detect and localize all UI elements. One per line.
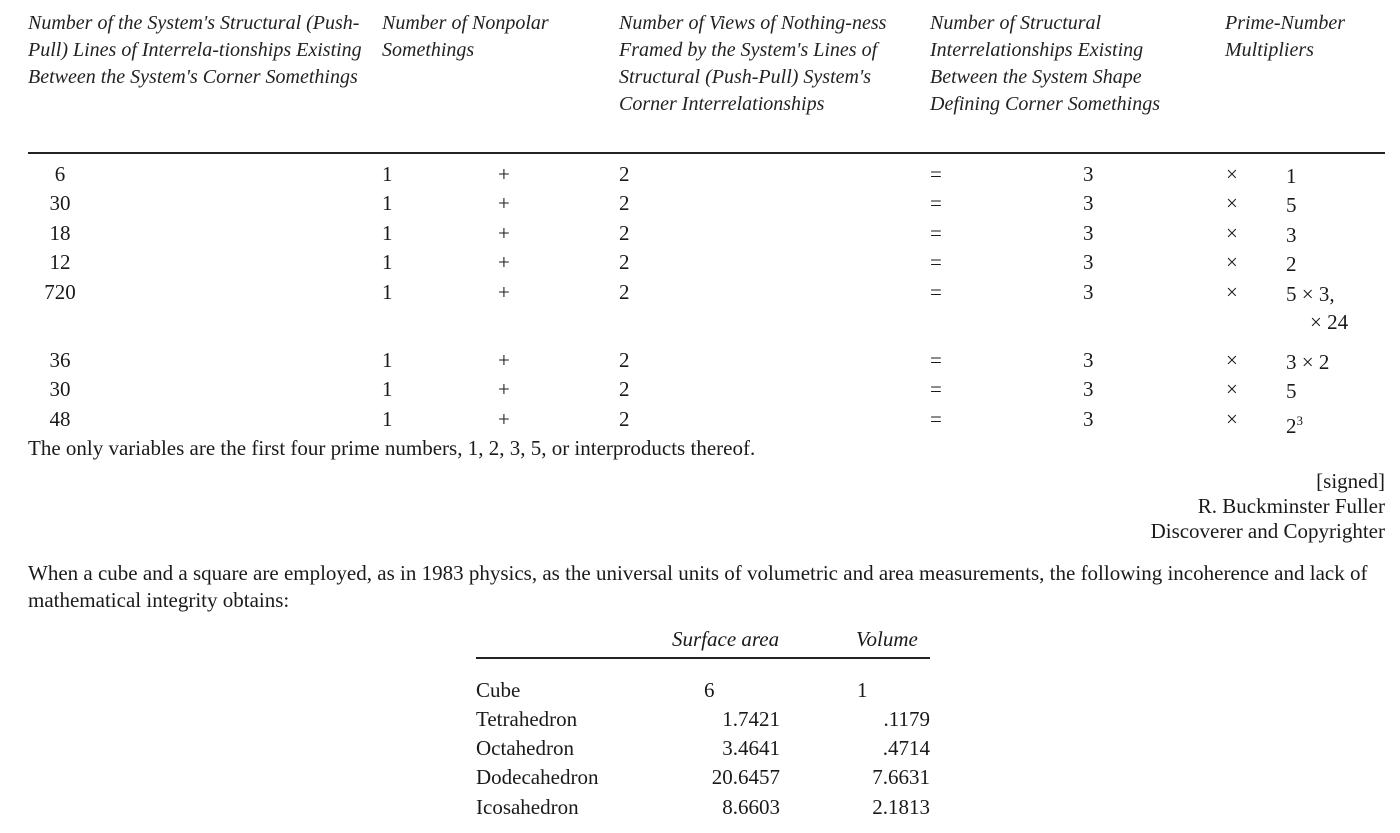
lines-value: 12: [49, 250, 71, 274]
surface-area-value: 20.6457: [711, 765, 780, 789]
interrelationships-value: 3: [1083, 377, 1094, 401]
table-row: [0, 736, 1400, 766]
views-value: 2: [619, 348, 630, 372]
interrelationships-value: 3: [1083, 191, 1094, 215]
views-value: 2: [619, 162, 630, 186]
times-sign: ×: [1226, 221, 1238, 245]
polyhedron-name: Cube: [476, 678, 521, 702]
header-nonpolar-somethings: Number of Nonpolar Somethings: [382, 12, 549, 61]
multiplier-value: [1286, 407, 1303, 440]
nonpolar-value: 1: [382, 407, 393, 431]
equals-sign: =: [930, 221, 942, 245]
volume-value: 1: [857, 678, 868, 702]
times-sign: ×: [1226, 348, 1238, 372]
header-rule: [28, 152, 1385, 154]
lines-value: 30: [49, 191, 71, 215]
multiplier-value: 2: [1286, 252, 1297, 276]
interrelationships-value: 3: [1083, 407, 1094, 431]
plus-sign: +: [498, 162, 510, 186]
polyhedron-name: Icosahedron: [476, 795, 579, 819]
signature-title: Discoverer and Copyrighter: [1150, 519, 1385, 543]
header-structural-interrelationships: Number of Structural Interrelationships Existing Between the System Shape Defining Corner Somethings: [930, 12, 1160, 115]
polyhedron-name: Dodecahedron: [476, 765, 599, 789]
multiplier-value: 3: [1286, 223, 1297, 247]
interrelationships-value: 3: [1083, 348, 1094, 372]
nonpolar-value: 1: [382, 221, 393, 245]
surface-area-header: Surface area: [672, 627, 780, 651]
header-views-of-nothingness: Number of Views of Nothing-ness Framed by the System's Lines of Structural (Push-Pull) System's Corner Interrelationships: [619, 12, 887, 115]
times-sign: ×: [1226, 377, 1238, 401]
table-row: [0, 765, 1400, 795]
lines-value: 6: [54, 162, 66, 186]
nonpolar-value: 1: [382, 280, 393, 304]
header-prime-multipliers: Prime-Number Multipliers: [1225, 12, 1345, 61]
equals-sign: =: [930, 348, 942, 372]
body-paragraph: When a cube and a square are employed, as in 1983 physics, as the universal units of volumetric and area measurements, the following incoherence and lack of mathematical integrity obtains:: [28, 561, 1368, 612]
multiplier-value: 3 × 2: [1286, 350, 1330, 374]
times-sign: ×: [1226, 407, 1238, 431]
interrelationships-value: 3: [1083, 162, 1094, 186]
views-value: 2: [619, 280, 630, 304]
polyhedron-name: Octahedron: [476, 736, 574, 760]
header-structural-lines: Number of the System's Structural (Push-Pull) Lines of Interrela-tionships Existing Between the System's Corner Somethings: [28, 12, 362, 88]
signature-name: R. Buckminster Fuller: [1197, 494, 1385, 518]
plus-sign: +: [498, 377, 510, 401]
equals-sign: =: [930, 377, 942, 401]
equals-sign: =: [930, 250, 942, 274]
multiplier-value: 1: [1286, 164, 1297, 188]
plus-sign: +: [498, 348, 510, 372]
volume-header: Volume: [856, 627, 918, 651]
surface-area-value: 8.6603: [722, 795, 780, 819]
times-sign: ×: [1226, 280, 1238, 304]
volume-value: 7.6631: [872, 765, 930, 789]
volume-value: 2.1813: [872, 795, 930, 819]
table-row: [0, 407, 1400, 437]
surface-area-value: 3.4641: [722, 736, 780, 760]
views-value: 2: [619, 407, 630, 431]
times-sign: ×: [1226, 191, 1238, 215]
multiplier-value: 5 × 3,: [1286, 282, 1335, 306]
table2-header-rule: [476, 657, 930, 659]
equals-sign: =: [930, 407, 942, 431]
multiplier-value-continued: × 24: [1310, 310, 1349, 334]
table-row: [0, 348, 1400, 378]
plus-sign: +: [498, 407, 510, 431]
surface-area-value: 6: [704, 678, 715, 702]
multiplier-value: 5: [1286, 193, 1297, 217]
table-row: [0, 191, 1400, 221]
table-row: [0, 678, 1400, 708]
table-row: [0, 162, 1400, 192]
multiplier-value: 5: [1286, 379, 1297, 403]
equals-sign: =: [930, 280, 942, 304]
volume-value: .4714: [882, 736, 930, 760]
surface-area-value: 1.7421: [722, 707, 780, 731]
views-value: 2: [619, 250, 630, 274]
table-row: [0, 280, 1400, 336]
nonpolar-value: 1: [382, 377, 393, 401]
interrelationships-value: 3: [1083, 221, 1094, 245]
lines-value: 18: [49, 221, 71, 245]
lines-value: 720: [44, 280, 76, 304]
lines-value: 30: [49, 377, 71, 401]
nonpolar-value: 1: [382, 348, 393, 372]
times-sign: ×: [1226, 162, 1238, 186]
times-sign: ×: [1226, 250, 1238, 274]
multiplier-exponent: 3: [1296, 413, 1303, 428]
signed-mark: [signed]: [1316, 469, 1385, 493]
table-row: [0, 707, 1400, 737]
table-row: [0, 250, 1400, 280]
plus-sign: +: [498, 280, 510, 304]
table-row: [0, 795, 1400, 825]
table-row: [0, 221, 1400, 251]
polyhedron-name: Tetrahedron: [476, 707, 578, 731]
lines-value: 36: [49, 348, 71, 372]
lines-value: 48: [49, 407, 71, 431]
prime-variables-note: The only variables are the first four prime numbers, 1, 2, 3, 5, or interproducts thereof.: [28, 436, 756, 460]
interrelationships-value: 3: [1083, 280, 1094, 304]
views-value: 2: [619, 221, 630, 245]
plus-sign: +: [498, 221, 510, 245]
table-row: [0, 377, 1400, 407]
equals-sign: =: [930, 162, 942, 186]
interrelationships-value: 3: [1083, 250, 1094, 274]
equals-sign: =: [930, 191, 942, 215]
nonpolar-value: 1: [382, 162, 393, 186]
plus-sign: +: [498, 191, 510, 215]
nonpolar-value: 1: [382, 191, 393, 215]
views-value: 2: [619, 377, 630, 401]
plus-sign: +: [498, 250, 510, 274]
volume-value: .1179: [883, 707, 930, 731]
nonpolar-value: 1: [382, 250, 393, 274]
multiplier-base: 2: [1286, 414, 1297, 438]
views-value: 2: [619, 191, 630, 215]
